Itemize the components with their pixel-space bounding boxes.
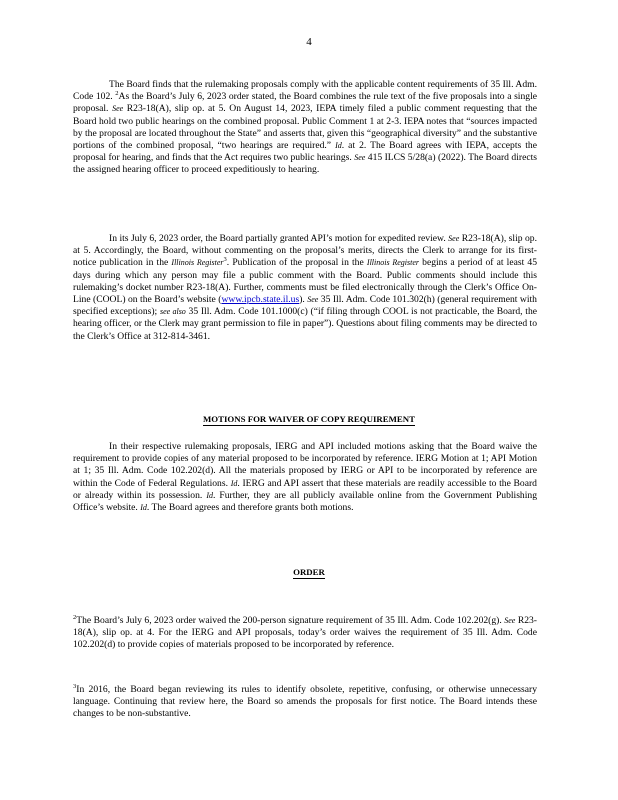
citation-signal-id: Id bbox=[335, 141, 342, 151]
footnote2-text-a: The Board’s July 6, 2023 order waived the 200-person signature requirement of 35 Ill. Adm. Code 102.202(g). bbox=[76, 615, 502, 626]
section-heading-motions-text: MOTIONS FOR WAIVER OF COPY REQUIREMENT bbox=[202, 414, 416, 424]
para1-text-c: R23-18(A), slip op. at 5. On August 14, 2023, IEPA timely filed a public comment requesting that the Board hold two public hearings on the combined proposal. Public Comment 1 at 2-3. IEPA notes that “sources impacted by the proposal are located throughout the State” and asserts that, given this “geographical diversity” and the substantive portions of the combined proposal, “two hearings are required.” bbox=[73, 103, 537, 152]
para1-text-e: 415 ILCS 5/28(a) (2022). The Board directs the assigned hearing officer to proceed expeditiously to hearing. bbox=[73, 152, 537, 176]
para2-text-e: ). bbox=[299, 294, 305, 306]
para2-text-f: 35 Ill. Adm. Code 101.302(h) (general requirement with specified exceptions); bbox=[73, 294, 537, 318]
footnote-number: 2 bbox=[73, 613, 77, 621]
footnote-2 bbox=[73, 615, 537, 652]
para3-text-c: . Further, they are all publicly available online from the Government Publishing Office’s website. bbox=[73, 489, 537, 514]
paragraph-motions-waiver bbox=[73, 441, 537, 514]
para2-text-g: 35 Ill. Adm. Code 101.1000(c) (“if filing through COOL is not practicable, the Board, the hearing officer, or the Clerk may grant permission to file in paper”). Questions about filing comments may be directed to the Clerk’s Office at 312-814-3461. bbox=[73, 306, 537, 342]
paragraph-content-requirements bbox=[73, 79, 537, 177]
footnote-ref-2[interactable]: 2 bbox=[115, 90, 119, 98]
citation-signal-see: See bbox=[112, 104, 124, 114]
footnote2-text-b: R23-18(A), slip op. at 4. For the IERG and API proposals, today’s order waives the requirement of 35 Ill. Adm. Code 102.202(d) to provide copies of materials proposed to be incorporated by reference. bbox=[73, 615, 537, 651]
citation-signal-see-also: see also bbox=[159, 307, 186, 317]
para2-text-d: begins a period of at least 45 days during which any person may file a public comment with the Board. Public comments should include this rulemaking’s docket number R23-18(A). Further, comments must be filed electronically through the Clerk’s Office On-Line (COOL) on the Board’s website ( bbox=[73, 257, 537, 306]
citation-signal-see: See bbox=[448, 234, 460, 243]
illinois-register-title: Illinois Register bbox=[171, 258, 224, 268]
citation-signal-see: See bbox=[354, 153, 366, 163]
footnote-3 bbox=[73, 684, 537, 721]
para2-text-c: . Publication of the proposal in the bbox=[226, 257, 364, 269]
citation-signal-see: See bbox=[307, 295, 319, 305]
illinois-register-title: Illinois Register bbox=[366, 258, 419, 268]
section-heading-motions bbox=[0, 414, 618, 426]
board-website-link[interactable]: www.ipcb.state.il.us bbox=[221, 294, 300, 306]
para1-text-b: As the Board’s July 6, 2023 order stated, the Board combines the rule text of the five proposals into a single proposal. bbox=[73, 91, 537, 115]
section-heading-order-text: ORDER bbox=[293, 567, 325, 577]
paragraph-first-notice bbox=[73, 233, 537, 343]
citation-signal-id: Id bbox=[206, 490, 213, 500]
para3-text-d: . The Board agrees and therefore grants both motions. bbox=[146, 502, 354, 514]
para3-text-b: . IERG and API assert that these materials are readily accessible to the Board or already within its possession. bbox=[73, 477, 537, 501]
para3-text-a: In their respective rulemaking proposals, IERG and API included motions asking that the Board waive the requirement to provide copies of any material proposed to be incorporated by reference. IERG Motion at 1; API Motion at 1; 35 Ill. Adm. Code 102.202(d). All the materials proposed by IERG or API to be incorporated by reference are within the Code of Federal Regulations. bbox=[73, 441, 537, 489]
para1-text-d: . at 2. The Board agrees with IEPA, accepts the proposal for hearing, and finds that the Act requires two public hearings. bbox=[73, 140, 537, 164]
footnote-number: 3 bbox=[73, 682, 77, 690]
para1-text-a: The Board finds that the rulemaking proposals comply with the applicable content requirements of 35 Ill. Adm. Code 102. bbox=[73, 79, 537, 103]
para2-text-b: R23-18(A), slip op. at 5. Accordingly, the Board, without commenting on the proposal’s merits, directs the Clerk to arrange for its first-notice publication in the bbox=[73, 233, 537, 269]
para2-text-a: In its July 6, 2023 order, the Board partially granted API’s motion for expedited review. bbox=[109, 233, 446, 244]
page-number: 4 bbox=[306, 36, 312, 48]
section-heading-order bbox=[0, 567, 618, 579]
citation-signal-id: Id bbox=[140, 503, 147, 513]
citation-signal-id: Id bbox=[230, 478, 238, 488]
footnote-ref-3[interactable]: 3 bbox=[223, 256, 227, 264]
citation-signal-see: See bbox=[504, 616, 516, 625]
footnote3-text-a: In 2016, the Board began reviewing its rules to identify obsolete, repetitive, confusing, or otherwise unnecessary language. Continuing that review here, the Board so amends the proposals for first notice. The Board intends these changes to be non-substantive. bbox=[73, 684, 537, 720]
